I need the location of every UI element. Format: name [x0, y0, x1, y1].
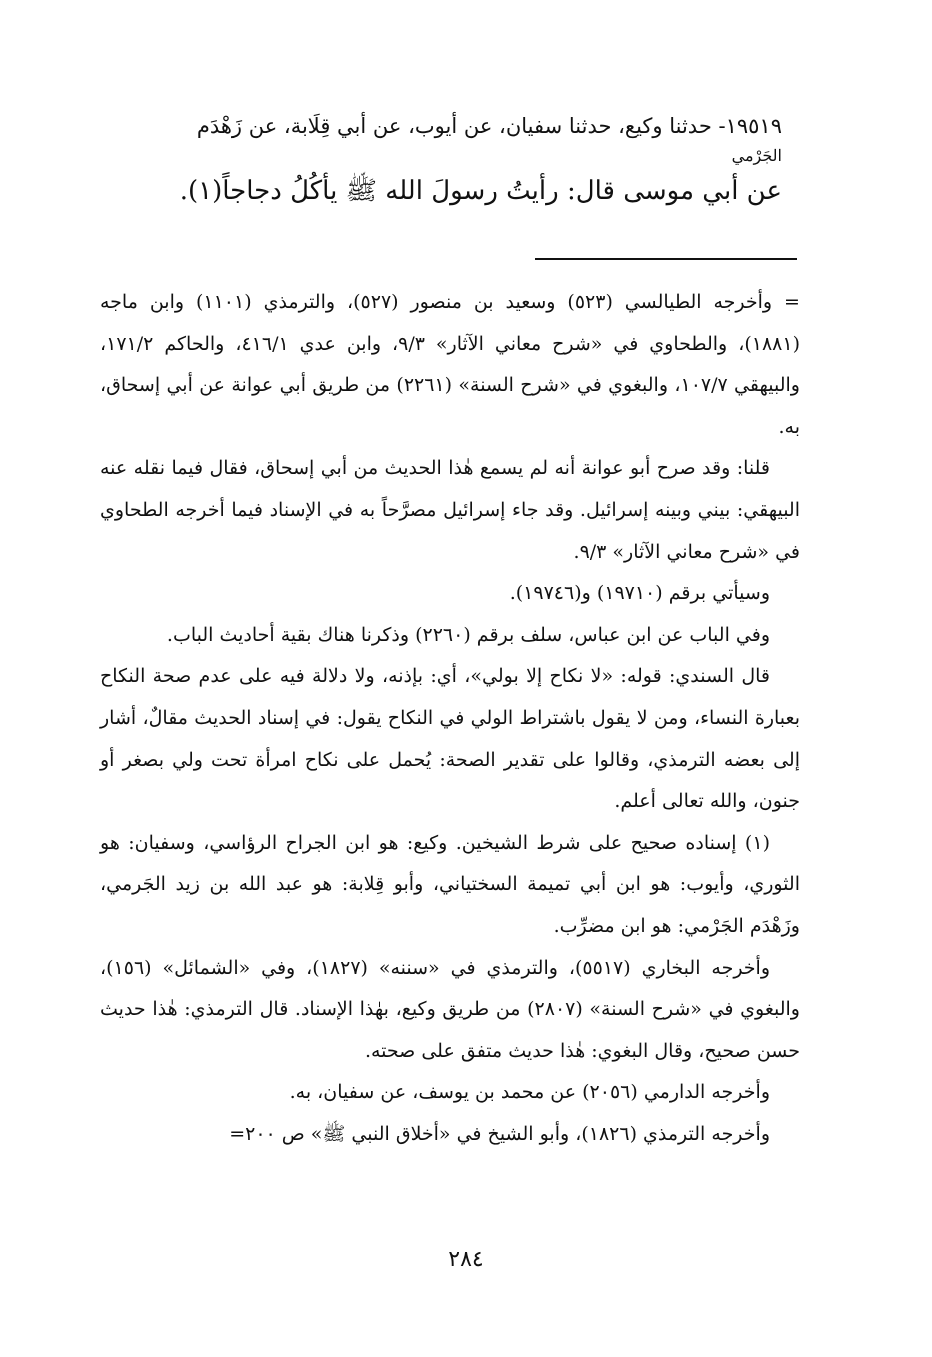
hadith-block	[142, 108, 782, 214]
footnote-continuation: = وأخرجه الطيالسي (٥٢٣) وسعيد بن منصور (٥٢٧)، والترمذي (١١٠١) وابن ماجه (١٨٨١)، والطحاوي في «شرح معاني الآثار» ٩/٣، وابن عدي ٤١٦/١، والحاكم ١٧١/٢، والبيهقي ١٠٧/٧، والبغوي في «شرح السنة» (٢٢٦١) من طريق أبي عوانة عن أبي إسحاق، به.	[100, 291, 800, 438]
footnote-separator	[535, 258, 797, 260]
footnote-1: (١) إسناده صحيح على شرط الشيخين. وكيع: هو ابن الجراح الرؤاسي، وسفيان: هو الثوري، وأيوب: هو ابن أبي تميمة السختياني، وأبو قِلابة: هو عبد الله بن زيد الجَرمي، وزَهْدَم الجَرْمي: هو ابن مضرِّب.	[100, 831, 800, 937]
footnote-paragraph: قال السندي: قوله: «لا نكاح إلا بولي»، أي: بإذنه، ولا دلالة فيه على عدم صحة النكاح بعبارة النساء، ومن لا يقول باشتراط الولي في النكاح يقول: في إسناد الحديث مقالٌ، أشار إلى بعضه الترمذي، وقالوا على تقدير الصحة: يُحمل على نكاح امرأة تحت ولي بصغر أو جنون، والله تعالى أعلم.	[100, 665, 800, 813]
hadith-isnad-continuation: الجَرْمي	[731, 146, 782, 165]
footnote-paragraph: وسيأتي برقم (١٩٧١٠) و(١٩٧٤٦).	[509, 582, 770, 605]
footnote-paragraph: وفي الباب عن ابن عباس، سلف برقم (٢٢٦٠) وذكرنا هناك بقية أحاديث الباب.	[166, 623, 770, 646]
footnote-paragraph: قلنا: وقد صرح أبو عوانة أنه لم يسمع هٰذا الحديث من أبي إسحاق، فقال فيما نقله عنه البيهقي: بيني وبينه إسرائيل. وقد جاء إسرائيل مصرَّحاً به في الإسناد فيما أخرجه الطحاوي في «شرح معاني الآثار» ٩/٣.	[100, 457, 800, 563]
footnote-paragraph: وأخرجه البخاري (٥٥١٧)، والترمذي في «سننه» (١٨٢٧)، وفي «الشمائل» (١٥٦)، والبغوي في «شرح السنة» (٢٨٠٧) من طريق وكيع، بهٰذا الإسناد. قال الترمذي: هٰذا حديث حسن صحيح، وقال البغوي: هٰذا حديث متفق على صحته.	[100, 956, 800, 1062]
page-number: ٢٨٤	[448, 1247, 484, 1272]
footnote-paragraph: وأخرجه الدارمي (٢٠٥٦) عن محمد بن يوسف، عن سفيان، به.	[289, 1081, 770, 1104]
footnotes	[100, 282, 800, 1155]
hadith-isnad-line: ١٩٥١٩- حدثنا وكيع، حدثنا سفيان، عن أيوب، عن أبي قِلَابة، عن زَهْدَم	[196, 114, 782, 138]
footnote-paragraph: وأخرجه الترمذي (١٨٢٦)، وأبو الشيخ في «أخلاق النبي ﷺ» ص ٢٠٠=	[229, 1122, 770, 1145]
hadith-matn: عن أبي موسى قال: رأيتُ رسولَ الله ﷺ يأكُلُ دجاجاً(١).	[179, 176, 782, 206]
